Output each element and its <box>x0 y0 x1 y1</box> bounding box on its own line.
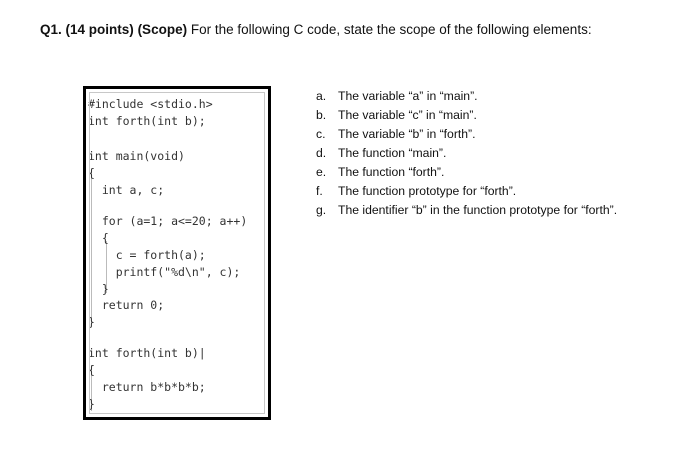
item-text: The identifier “b” in the function prototype for “forth”. <box>338 203 618 217</box>
code-line: { <box>88 231 109 245</box>
code-line: c = forth(a); <box>88 248 206 262</box>
item-text: The function “forth”. <box>338 165 445 179</box>
item-text: The function prototype for “forth”. <box>338 184 517 198</box>
list-item <box>316 165 444 179</box>
question-points: (14 points) <box>65 22 134 37</box>
list-item <box>316 127 476 141</box>
code-line: int forth(int b); <box>88 114 206 128</box>
list-item <box>316 108 477 122</box>
code-line: return b*b*b*b; <box>88 380 206 394</box>
item-text: The variable “c” in “main”. <box>338 108 477 122</box>
question-number: Q1. <box>40 22 62 37</box>
code-line: } <box>88 315 95 329</box>
list-item <box>316 184 516 198</box>
code-line: return 0; <box>88 298 165 312</box>
code-line: int main(void) <box>88 149 185 163</box>
question-text: For the following C code, state the scope of the following elements: <box>190 22 592 37</box>
code-line: int a, c; <box>88 183 165 197</box>
code-line: } <box>88 397 95 411</box>
question-topic: (Scope) <box>137 22 188 37</box>
item-letter: c. <box>316 127 326 141</box>
question-heading <box>40 22 592 37</box>
item-text: The variable “a” in “main”. <box>338 89 478 103</box>
item-letter: b. <box>316 108 327 122</box>
item-text: The function “main”. <box>338 146 447 160</box>
list-item <box>316 203 617 217</box>
code-line: printf("%d\n", c); <box>88 265 241 279</box>
code-line: #include <stdio.h> <box>88 97 213 111</box>
list-item <box>316 146 446 160</box>
code-snippet <box>83 86 271 420</box>
item-letter: g. <box>316 203 327 217</box>
code-line: int forth(int b)| <box>88 346 206 360</box>
item-letter: a. <box>316 89 327 103</box>
item-letter: e. <box>316 165 327 179</box>
code-line: for (a=1; a<=20; a++) <box>88 214 248 228</box>
item-letter: d. <box>316 146 327 160</box>
list-item <box>316 89 478 103</box>
code-line: } <box>88 282 109 296</box>
item-letter: f. <box>316 184 323 198</box>
code-line: { <box>88 166 95 180</box>
code-line: { <box>88 363 95 377</box>
item-text: The variable “b” in “forth”. <box>338 127 476 141</box>
